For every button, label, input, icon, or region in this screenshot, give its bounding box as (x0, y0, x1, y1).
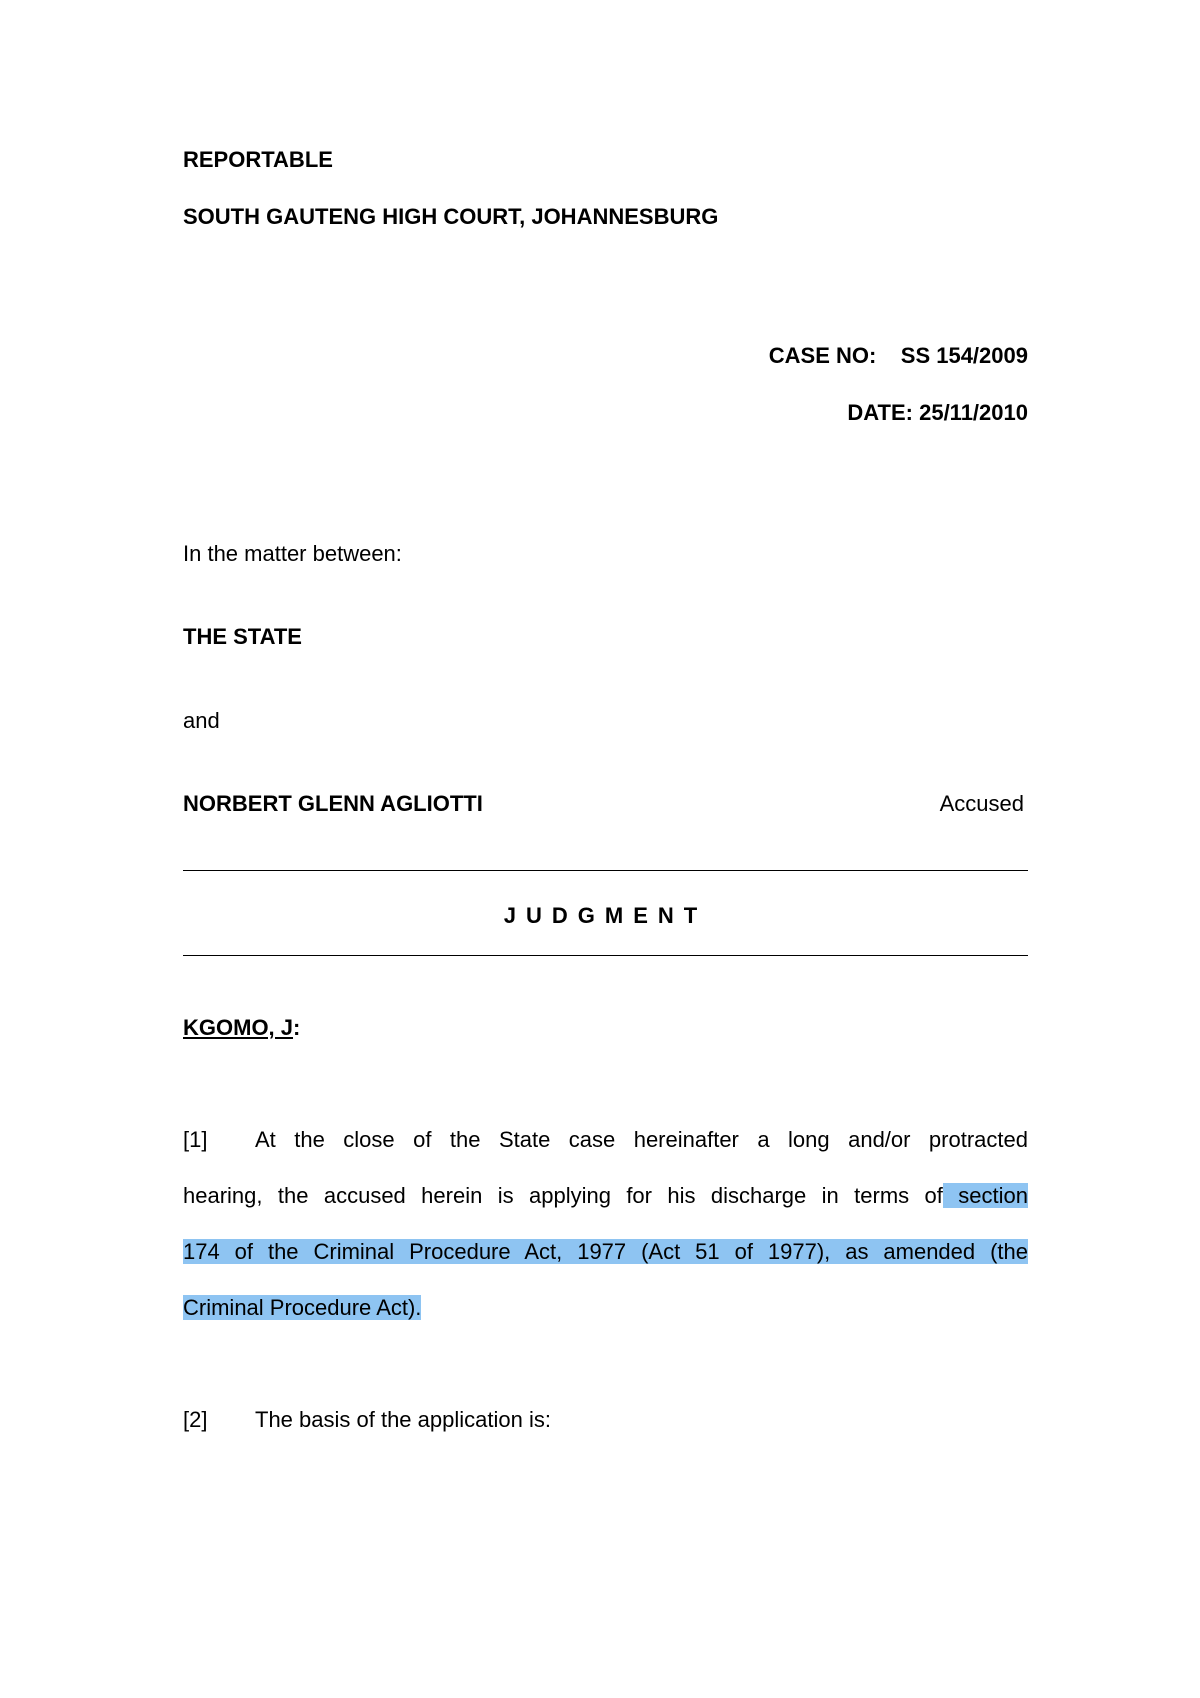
paragraph-1-number: [1] (183, 1127, 208, 1152)
selected-text-1[interactable]: section (942, 1183, 1028, 1208)
matter-intro: In the matter between: (183, 541, 402, 566)
party-connector: and (183, 708, 220, 733)
judge-colon: : (293, 1015, 301, 1040)
case-no-label: CASE NO: (768, 343, 877, 368)
paragraph-2 (183, 1407, 1028, 1433)
date-value: 25/11/2010 (919, 400, 1028, 425)
date-line (183, 400, 1028, 426)
party-state: THE STATE (183, 624, 302, 649)
reportable-label: REPORTABLE (183, 147, 333, 172)
case-no-value: SS 154/2009 (900, 343, 1028, 368)
selected-text-2[interactable]: 174 of the Criminal Procedure Act, 1977 (Act 51 of 1977), as amended (the (183, 1239, 1028, 1264)
accused-role: Accused (939, 791, 1024, 816)
case-number-line (183, 343, 1028, 369)
paragraph-2-text: The basis of the application is: (255, 1407, 551, 1432)
date-label: DATE: (847, 400, 913, 425)
paragraph-1-text-1: At the close of the State case hereinafter a long and/or protracted (255, 1127, 1028, 1152)
paragraph-1-line-2 (183, 1183, 1028, 1209)
paragraph-1-line-1 (183, 1127, 1028, 1153)
accused-line (183, 791, 1028, 817)
divider-top (183, 870, 1028, 871)
selected-text-3[interactable]: Criminal Procedure Act). (183, 1295, 422, 1320)
paragraph-1-text-2: hearing, the accused herein is applying for his discharge in terms of (183, 1183, 943, 1208)
judgment-title: JUDGMENT (503, 903, 708, 928)
judge-name: KGOMO, J (183, 1015, 294, 1040)
paragraph-2-number: [2] (183, 1407, 208, 1432)
paragraph-1-line-4 (183, 1295, 1028, 1321)
court-name: SOUTH GAUTENG HIGH COURT, JOHANNESBURG (183, 204, 719, 229)
judge-name-line (183, 1015, 1028, 1041)
divider-bottom (183, 955, 1028, 956)
accused-name: NORBERT GLENN AGLIOTTI (183, 791, 483, 816)
paragraph-1-line-3 (183, 1239, 1028, 1265)
